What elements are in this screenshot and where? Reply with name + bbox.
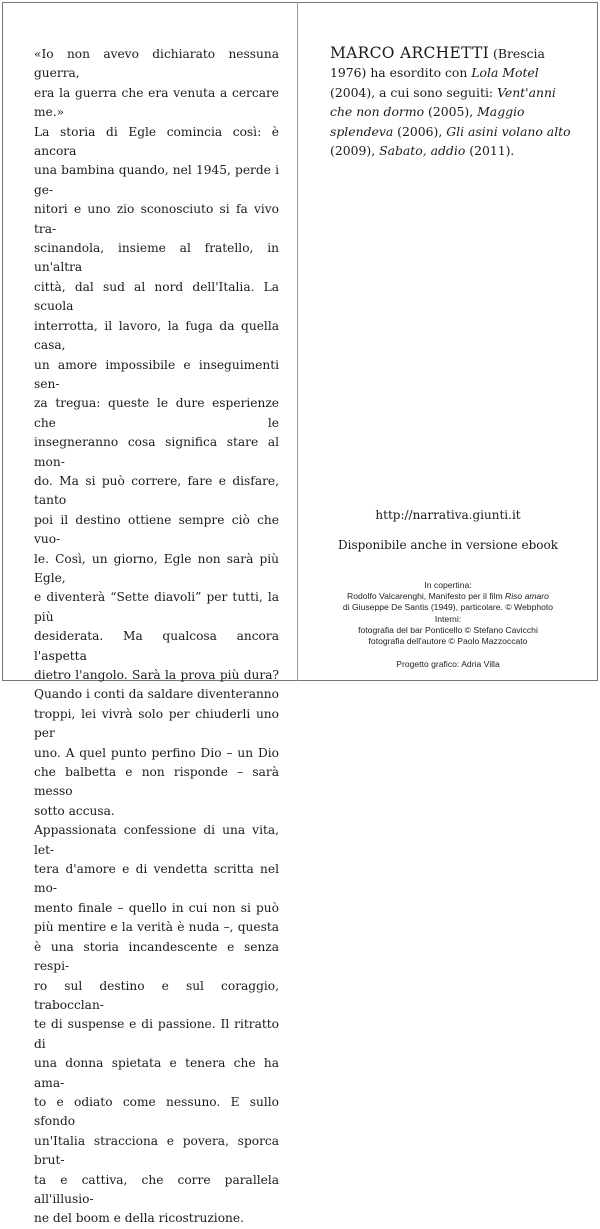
panel-fold-line: [297, 2, 298, 681]
bio-text: (2006),: [397, 123, 443, 139]
author-panel: [330, 44, 575, 160]
text-line: le. Così, un giorno, Egle non sarà più Egle,: [34, 551, 279, 585]
credits-interior-line-1: fotografia del bar Ponticello © Stefano Cavicchi: [358, 624, 538, 635]
author-bio: [330, 44, 575, 160]
author-birth: (Brescia 1976): [330, 46, 545, 81]
text-line: do. Ma si può correre, fare e disfare, tanto: [34, 473, 279, 508]
text-line: una bambina quando, nel 1945, perde i ge-: [34, 163, 279, 197]
text-line: un amore impossibile e inseguimenti sen-: [34, 357, 279, 391]
bio-text: (2004), a cui sono seguiti:: [330, 84, 494, 100]
text-line: che balbetta e non risponde – sarà messo: [34, 765, 279, 799]
film-title: Riso amaro: [505, 591, 549, 602]
bio-text: (2005),: [428, 104, 474, 120]
text-line: poi il destino ottiene sempre ciò che vuo-: [34, 512, 279, 547]
text-line: più mentire e la verità è nuda –, questa: [34, 920, 279, 935]
credits-cover-heading: In copertina:: [424, 580, 472, 590]
text-line: Appassionata confessione di una vita, let-: [34, 823, 279, 857]
credits-cover-line-2: di Giuseppe De Santis (1949), particolare. © Webphoto: [342, 602, 554, 613]
text-line: troppi, lei vivrà solo per chiuderli uno per: [34, 706, 279, 741]
credits-interior-heading: Interni:: [434, 613, 462, 624]
text-line: ta e cattiva, che corre parallela all'illusio-: [34, 1172, 279, 1206]
credits-cover-line: [300, 591, 596, 602]
bio-text: (2011).: [469, 143, 515, 159]
text-line: scinandola, insieme al fratello, in un'altra: [34, 241, 279, 275]
book-title: Gli asini volano alto: [446, 123, 571, 139]
bio-text: ha esordito con: [370, 65, 468, 81]
text-line: nitori e uno zio sconosciuto si fa vivo tra-: [34, 202, 279, 236]
text-line: interrotta, il lavoro, la fuga da quella casa,: [34, 318, 279, 353]
text-line: dietro l'angolo. Sarà la prova più dura?: [34, 668, 279, 682]
book-title: Maggio splendeva: [330, 104, 525, 139]
book-title: Lola Motel: [471, 65, 539, 81]
credits-design: Progetto grafico: Adria Villa: [396, 659, 500, 670]
credits-block: [300, 580, 596, 670]
book-title: Vent'anni che non dormo: [330, 84, 556, 120]
text-line: un'Italia stracciona e povera, sporca brut-: [34, 1133, 279, 1168]
text-line: to e odiato come nessuno. E sullo sfondo: [34, 1094, 279, 1129]
text-line: era la guerra che era venuta a cercare me.»: [34, 85, 279, 120]
text-line: uno. A quel punto perfino Dio – un Dio: [34, 745, 279, 760]
ebook-note: Disponibile anche in versione ebook: [338, 538, 558, 552]
text-line: è una storia incandescente e senza respi-: [34, 939, 279, 974]
credits-text: Rodolfo Valcarenghi, Manifesto per il film: [347, 591, 503, 602]
credits-interior-line-2: fotografia dell'autore © Paolo Mazzoccato: [368, 636, 528, 647]
text-line: te di suspense e di passione. Il ritratto di: [34, 1017, 279, 1051]
text-line: za tregua: queste le dure esperienze che le: [34, 396, 279, 430]
text-line: ne del boom e della ricostruzione.: [34, 1211, 244, 1226]
text-line: insegneranno cosa significa stare al mon-: [34, 435, 279, 469]
bio-text: (2009),: [330, 143, 376, 159]
text-line: La storia di Egle comincia così: è ancora: [34, 124, 279, 159]
book-title: Sabato, addio: [379, 143, 466, 159]
text-line: tera d'amore e di vendetta scritta nel mo-: [34, 862, 279, 896]
synopsis-paragraph-1: [34, 45, 279, 821]
text-line: ro sul destino e sul coraggio, trabocclan-: [34, 978, 279, 1012]
text-line: città, dal sud al nord dell'Italia. La scuola: [34, 279, 279, 314]
publisher-website: http://narrativa.giunti.it: [375, 508, 521, 522]
author-name: MARCO ARCHETTI: [330, 44, 490, 62]
text-line: desiderata. Ma qualcosa ancora l'aspetta: [34, 629, 279, 663]
text-line: sotto accusa.: [34, 803, 115, 818]
text-line: e diventerà “Sette diavoli” per tutti, la più: [34, 590, 279, 624]
synopsis-paragraph-2: [34, 821, 279, 1229]
text-line: Quando i conti da saldare diventeranno: [34, 687, 279, 702]
synopsis-panel: [34, 45, 279, 1229]
text-line: mento finale – quello in cui non si può: [34, 900, 279, 915]
text-line: «Io non avevo dichiarato nessuna guerra,: [34, 47, 279, 81]
text-line: una donna spietata e tenera che ha ama-: [34, 1056, 279, 1090]
